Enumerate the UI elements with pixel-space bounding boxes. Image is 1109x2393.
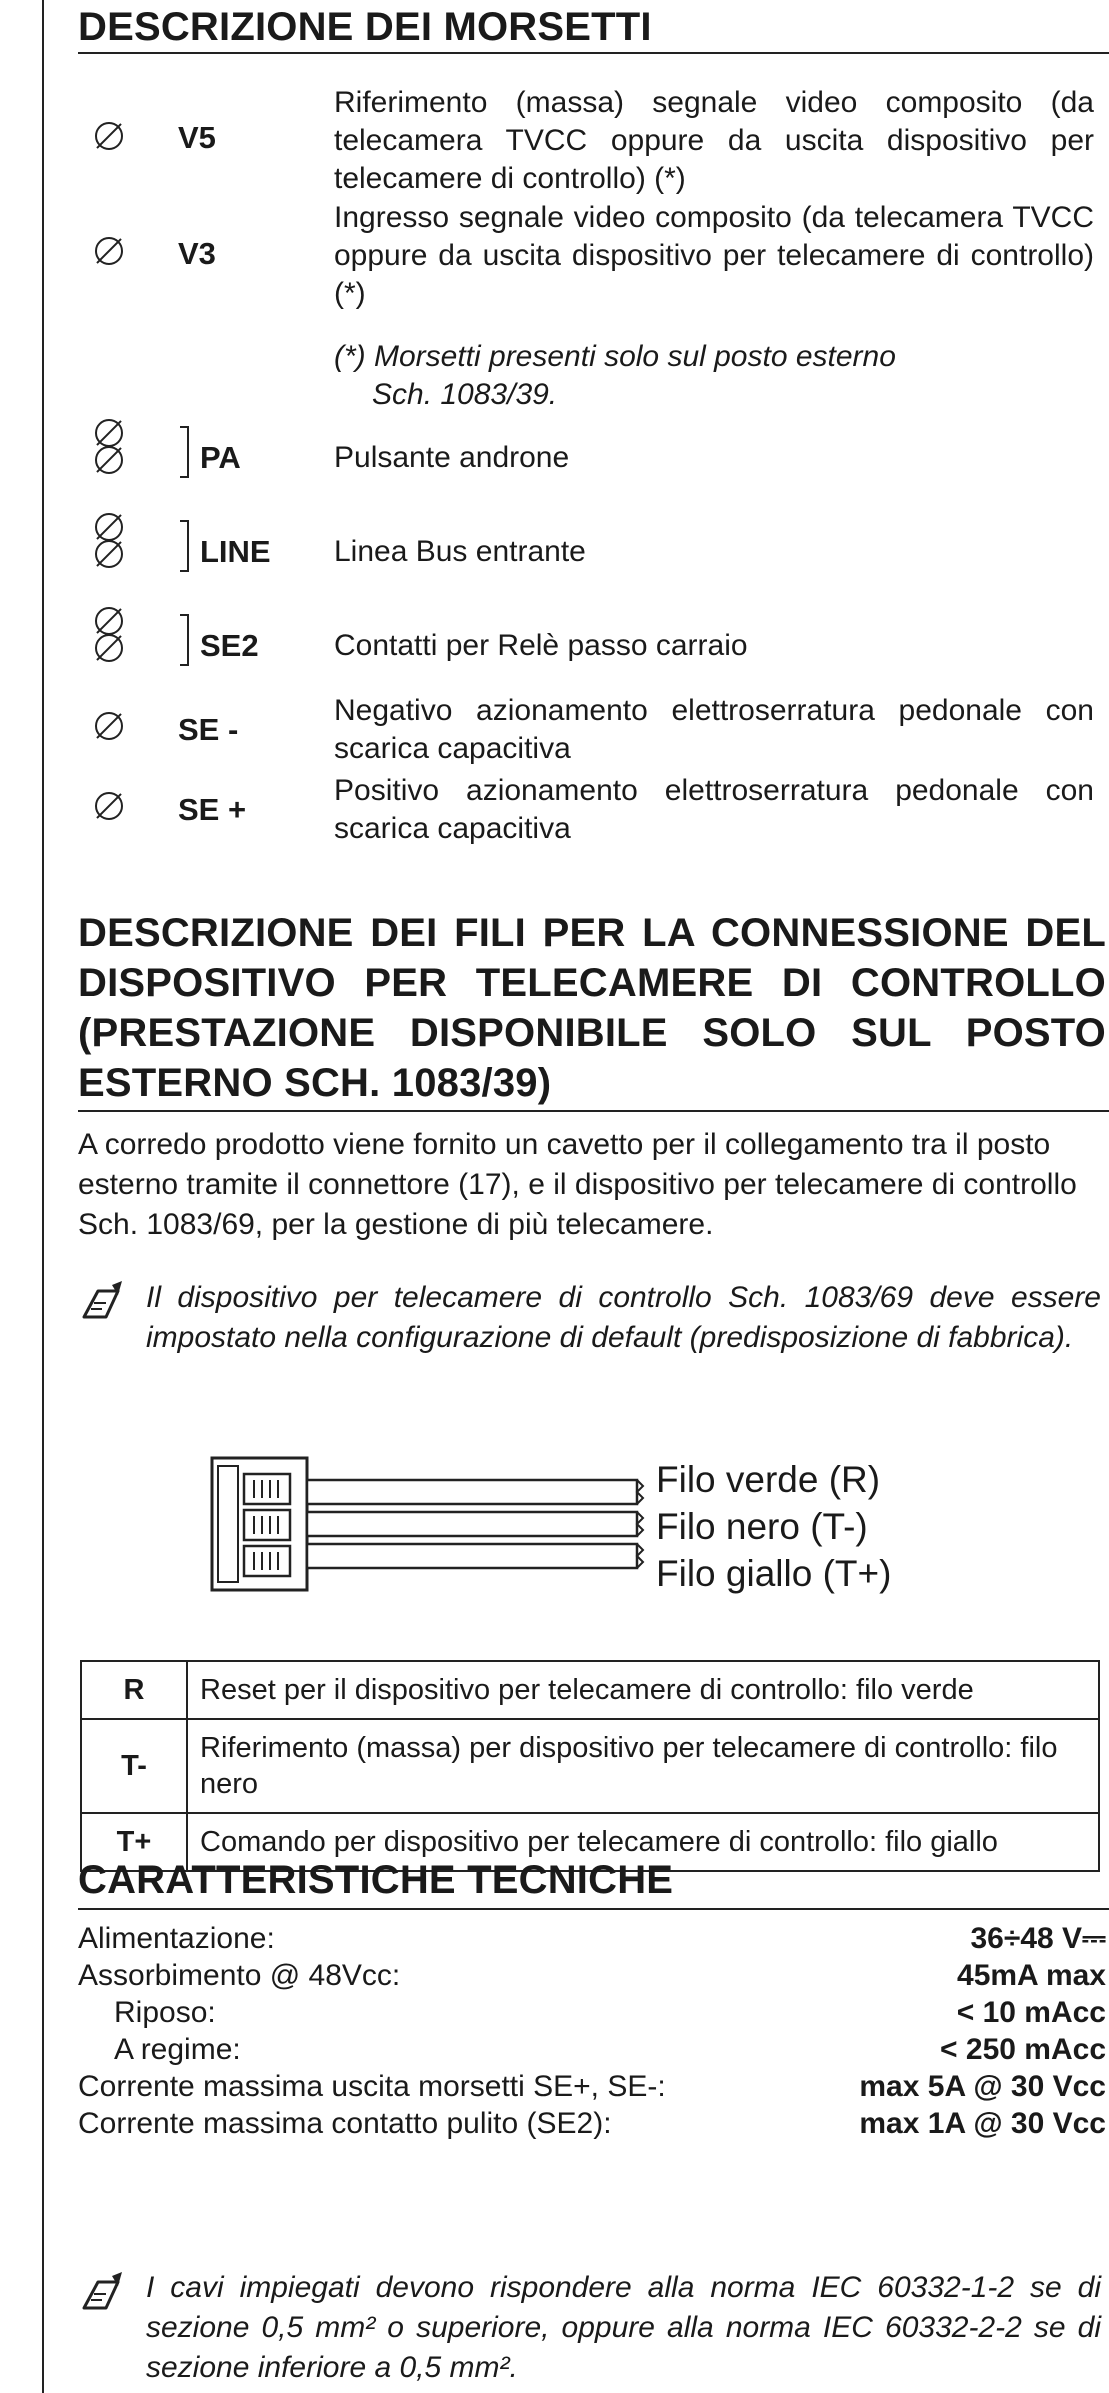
title-line: (PRESTAZIONE DISPONIBILE SOLO SUL POSTO	[78, 1011, 1106, 1055]
terminal-screw-icon	[95, 446, 123, 474]
spec-row	[78, 1957, 1106, 1994]
section-title-fili	[78, 908, 1106, 1108]
terminal-desc-line: Linea Bus entrante	[334, 535, 586, 568]
title-line: ESTERNO SCH. 1083/39)	[78, 1061, 552, 1105]
spec-value: max 1A @ 30 Vcc	[859, 2107, 1106, 2140]
terminal-screw-icon	[95, 792, 123, 820]
wire-label-green: Filo verde (R)	[656, 1459, 881, 1500]
fili-paragraph: A corredo prodotto viene fornito un cavetto per il collegamento tra il posto esterno tramite il connettore (17), e il dispositivo per telecamere di controllo Sch. 1083/69, per la gestione di più telecamere.	[78, 1128, 1077, 1241]
spec-label: Alimentazione:	[78, 1922, 275, 1955]
spec-value: < 250 mAcc	[940, 2033, 1106, 2066]
terminal-desc-se-plus: Positivo azionamento elettroserratura pedonale con scarica capacitiva	[334, 774, 1094, 845]
terminal-label-v3: V3	[178, 236, 216, 271]
memo-note-icon	[78, 1279, 126, 1327]
terminal-desc-se-minus: Negativo azionamento elettroserratura pedonale con scarica capacitiva	[334, 694, 1094, 765]
wire-desc: Comando per dispositivo per telecamere di controllo: filo giallo	[187, 1813, 1099, 1871]
terminal-label-se2: SE2	[200, 628, 259, 663]
terminal-screw-icon	[95, 513, 123, 541]
wire-desc: Riferimento (massa) per dispositivo per telecamere di controllo: filo nero	[187, 1719, 1099, 1813]
wire-key: T+	[81, 1813, 187, 1871]
terminal-desc-v3: Ingresso segnale video composito (da telecamera TVCC oppure da uscita dispositivo per telecamere di controllo) (*)	[334, 201, 1094, 310]
spec-value: 36÷48 V⎓	[970, 1922, 1106, 1955]
memo-note-icon	[78, 2270, 126, 2318]
terminal-screw-icon	[95, 419, 123, 447]
spec-label: Corrente massima uscita morsetti SE+, SE-:	[78, 2070, 666, 2103]
footnote-line-1: (*) Morsetti presenti solo sul posto esterno	[334, 340, 896, 373]
table-row	[81, 1719, 1099, 1813]
terminal-label-se-minus: SE -	[178, 712, 239, 747]
wire-key: R	[81, 1661, 187, 1719]
table-row	[81, 1661, 1099, 1719]
section-title-tecniche: CARATTERISTICHE TECNICHE	[78, 1858, 674, 1902]
title-line: DESCRIZIONE DEI FILI PER LA CONNESSIONE DEL	[78, 911, 1106, 955]
terminal-label-v5: V5	[178, 120, 216, 155]
spec-value: 45mA max	[957, 1959, 1106, 1992]
terminal-desc-pa: Pulsante androne	[334, 441, 570, 474]
terminals-footnote	[334, 338, 1094, 414]
terminal-bracket	[180, 614, 189, 666]
connector-diagram	[210, 1440, 1109, 1610]
spec-list	[78, 1920, 1106, 2142]
page-margin-line	[42, 0, 44, 2393]
terminal-label-se-plus: SE +	[178, 792, 247, 827]
spec-label: Corrente massima contatto pulito (SE2):	[78, 2107, 612, 2140]
spec-value: < 10 mAcc	[956, 1996, 1106, 2029]
spec-label: Riposo:	[114, 1996, 216, 2029]
fili-note: Il dispositivo per telecamere di controllo Sch. 1083/69 deve essere impostato nella configurazione di default (predisposizione di fabbrica).	[146, 1281, 1101, 1354]
spec-row	[78, 2105, 1106, 2142]
terminal-screw-icon	[95, 122, 123, 150]
section-rule	[78, 52, 1109, 54]
terminal-screw-icon	[95, 540, 123, 568]
section-title-morsetti: DESCRIZIONE DEI MORSETTI	[78, 5, 652, 49]
wire-label-black: Filo nero (T-)	[656, 1506, 868, 1547]
footnote-line-2: Sch. 1083/39.	[372, 378, 558, 411]
terminal-screw-icon	[95, 607, 123, 635]
wire-label-yellow: Filo giallo (T+)	[656, 1553, 892, 1594]
wires-table	[80, 1660, 1100, 1872]
title-line: DISPOSITIVO PER TELECAMERE DI CONTROLLO	[78, 961, 1106, 1005]
terminal-desc-se2: Contatti per Relè passo carraio	[334, 629, 748, 662]
spec-label: A regime:	[114, 2033, 241, 2066]
wire-key: T-	[81, 1719, 187, 1813]
section-rule	[78, 1908, 1109, 1910]
spec-row	[78, 2068, 1106, 2105]
terminal-label-pa: PA	[200, 440, 241, 475]
wire-desc: Reset per il dispositivo per telecamere di controllo: filo verde	[187, 1661, 1099, 1719]
section-rule	[78, 1110, 1109, 1112]
spec-label: Assorbimento @ 48Vcc:	[78, 1959, 401, 1992]
spec-row	[78, 1994, 1106, 2031]
spec-row	[78, 1920, 1106, 1957]
terminal-desc-v5: Riferimento (massa) segnale video composito (da telecamera TVCC oppure da uscita dispositivo per telecamere di controllo) (*)	[334, 86, 1094, 195]
terminal-screw-icon	[95, 712, 123, 740]
spec-row	[78, 2031, 1106, 2068]
terminal-screw-icon	[95, 237, 123, 265]
tecniche-note: I cavi impiegati devono rispondere alla norma IEC 60332-1-2 se di sezione 0,5 mm² o superiore, oppure alla norma IEC 60332-2-2 se di sezione inferiore a 0,5 mm².	[146, 2271, 1101, 2384]
spec-value: max 5A @ 30 Vcc	[859, 2070, 1106, 2103]
terminal-bracket	[180, 426, 189, 478]
terminal-label-line: LINE	[200, 534, 271, 569]
terminal-screw-icon	[95, 634, 123, 662]
terminal-bracket	[180, 520, 189, 572]
